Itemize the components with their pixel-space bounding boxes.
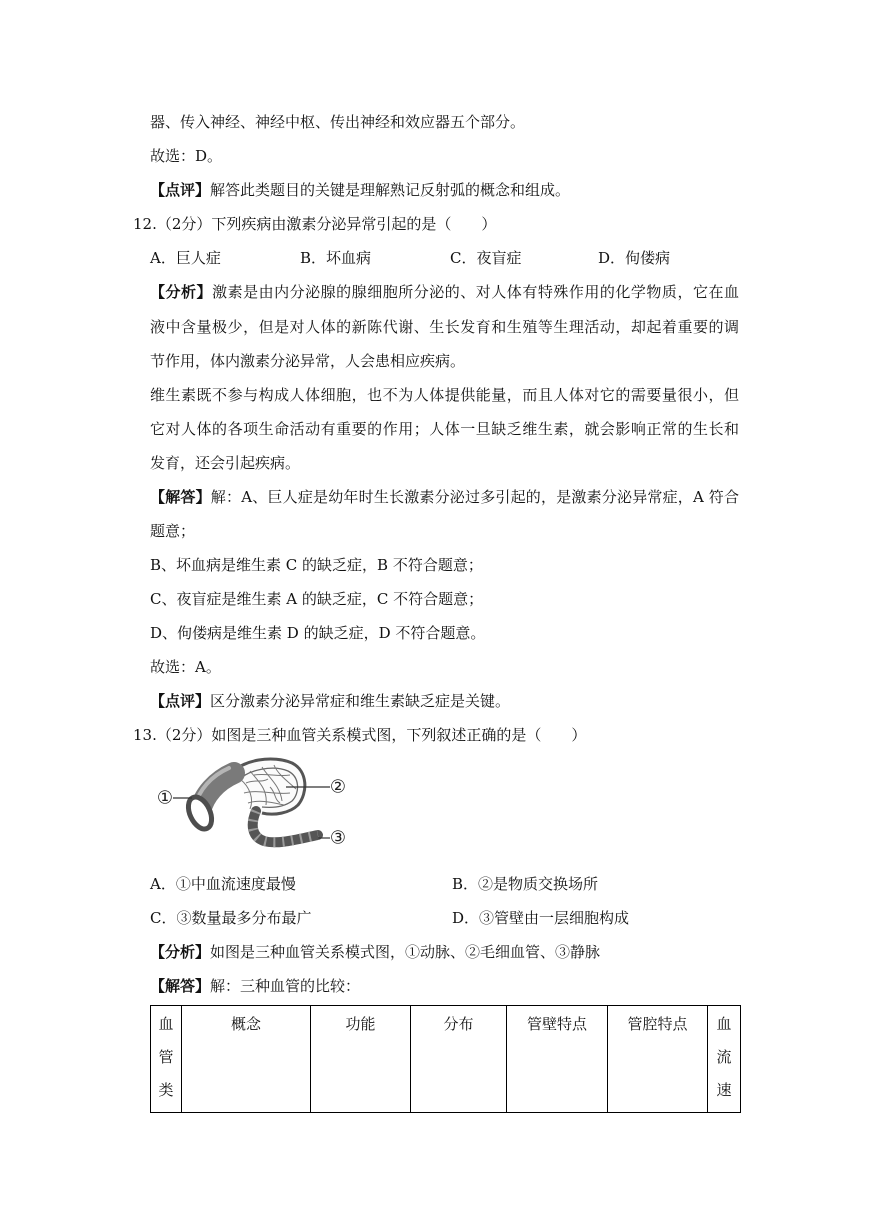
comment-text: 区分激素分泌异常症和维生素缺乏症是关键。 <box>210 692 511 710</box>
label-capillary: ② <box>329 776 347 798</box>
comment-tag: 【点评】 <box>150 692 211 710</box>
solution-text: 解：三种血管的比较： <box>210 977 361 995</box>
solution-text: 解：A、巨人症是幼年时生长激素分泌过多引起的，是激素分泌异常症，A 符合 <box>210 488 739 506</box>
q13-analysis <box>150 942 600 962</box>
label-vein: ③ <box>329 827 347 849</box>
q12-option-c: C．夜盲症 <box>450 249 522 267</box>
header-flow-speed-text: 血流速 <box>716 1015 732 1099</box>
analysis-tag: 【分析】 <box>150 283 213 301</box>
q12-analysis-line: 发育，还会引起疾病。 <box>150 454 301 472</box>
header-wall-features: 管壁特点 <box>507 1006 608 1113</box>
q12-analysis-line: 液中含量极少，但是对人体的新陈代谢、生长发育和生殖等生理活动，却起着重要的调 <box>150 318 739 336</box>
analysis-text: 如图是三种血管关系模式图，①动脉、②毛细血管、③静脉 <box>210 943 601 961</box>
q12-analysis-line <box>150 282 739 302</box>
q12-solution-line: B、坏血病是维生素 C 的缺乏症，B 不符合题意； <box>150 556 483 574</box>
question-12-stem: 12.（2分）下列疾病由激素分泌异常引起的是（ ） <box>133 215 497 233</box>
previous-comment <box>150 180 570 200</box>
blood-vessel-diagram <box>150 753 355 863</box>
question-13-stem: 13.（2分）如图是三种血管关系模式图，下列叙述正确的是（ ） <box>133 726 587 744</box>
comment-tag: 【点评】 <box>150 181 211 199</box>
q12-option-b: B．坏血病 <box>300 249 372 267</box>
q12-option-a: A．巨人症 <box>150 249 221 267</box>
header-flow-speed <box>708 1006 741 1113</box>
solution-tag: 【解答】 <box>150 488 211 506</box>
blood-vessel-comparison-table <box>150 1005 741 1113</box>
previous-analysis-tail: 器、传入神经、神经中枢、传出神经和效应器五个部分。 <box>150 113 526 131</box>
header-vessel-type-text: 血管类 <box>158 1015 174 1099</box>
q12-solution-line <box>150 487 739 507</box>
q13-option-a: A．①中血流速度最慢 <box>150 875 296 893</box>
table-header-row <box>151 1006 741 1113</box>
q13-option-d: D．③管壁由一层细胞构成 <box>452 909 630 927</box>
header-function: 功能 <box>311 1006 411 1113</box>
q12-solution-line: C、夜盲症是维生素 A 的缺乏症，C 不符合题意； <box>150 590 484 608</box>
q12-analysis-line: 节作用，体内激素分泌异常，人会患相应疾病。 <box>150 352 466 370</box>
q12-analysis-line: 维生素既不参与构成人体细胞，也不为人体提供能量，而且人体对它的需要量很小，但 <box>150 386 739 404</box>
vein-tube <box>253 811 318 842</box>
header-lumen-features: 管腔特点 <box>608 1006 708 1113</box>
q13-option-c: C．③数量最多分布最广 <box>150 909 312 927</box>
analysis-text: 激素是由内分泌腺的腺细胞所分泌的、对人体有特殊作用的化学物质，它在血 <box>212 283 739 301</box>
label-artery: ① <box>156 787 174 809</box>
q12-option-d: D．佝偻病 <box>598 249 671 267</box>
comment-text: 解答此类题目的关键是理解熟记反射弧的概念和组成。 <box>210 181 571 199</box>
solution-tag: 【解答】 <box>150 977 211 995</box>
analysis-tag: 【分析】 <box>150 943 211 961</box>
previous-answer: 故选：D。 <box>150 147 223 165</box>
q12-comment <box>150 691 510 711</box>
header-vessel-type <box>151 1006 182 1113</box>
header-distribution: 分布 <box>411 1006 507 1113</box>
q13-solution <box>150 976 360 996</box>
q12-answer: 故选：A。 <box>150 658 221 676</box>
q12-analysis-line: 它对人体的各项生命活动有重要的作用；人体一旦缺乏维生素，就会影响正常的生长和 <box>150 420 739 438</box>
q12-solution-line: 题意； <box>150 522 196 540</box>
q13-option-b: B．②是物质交换场所 <box>452 875 599 893</box>
q12-solution-line: D、佝偻病是维生素 D 的缺乏症，D 不符合题意。 <box>150 624 486 642</box>
header-concept: 概念 <box>182 1006 311 1113</box>
